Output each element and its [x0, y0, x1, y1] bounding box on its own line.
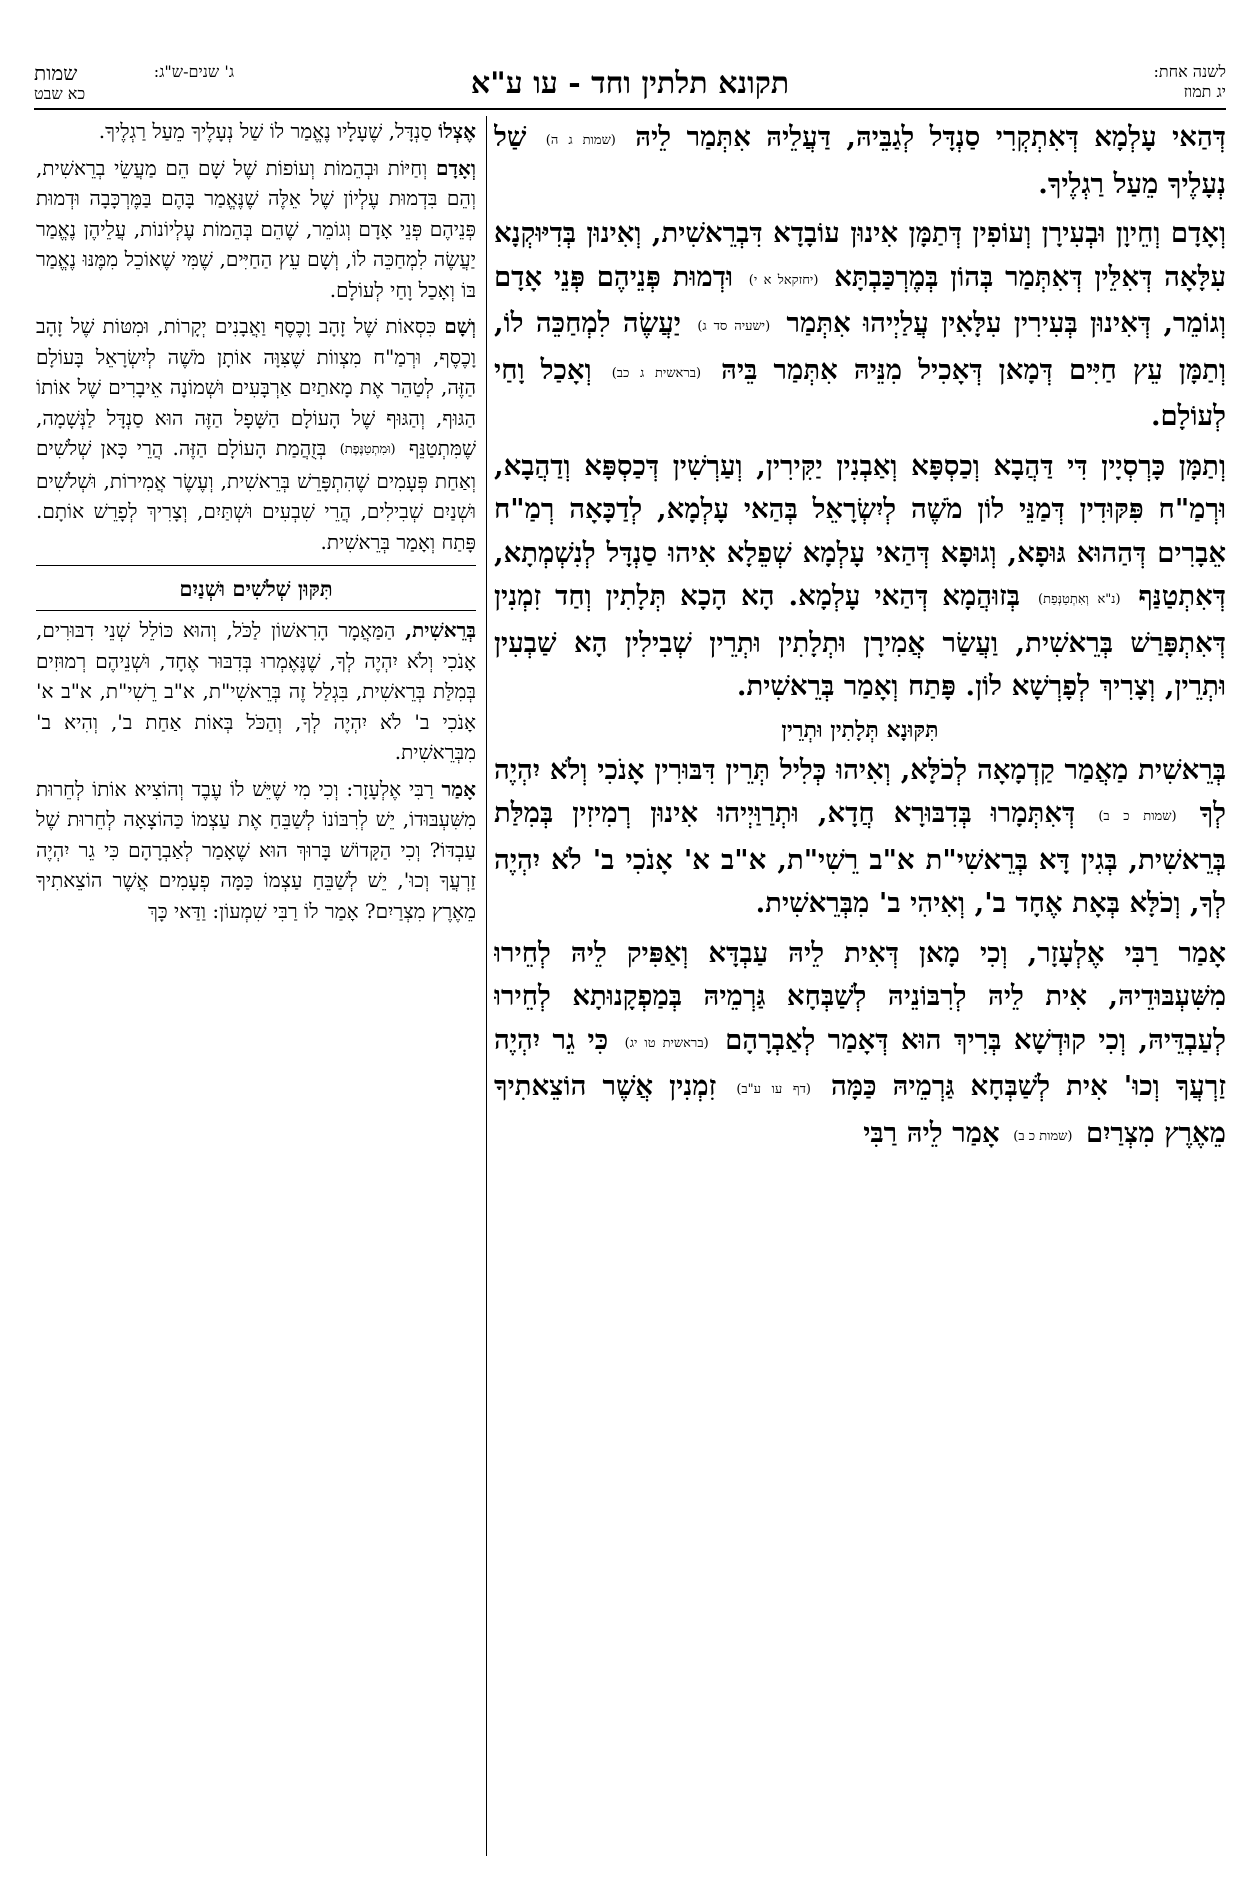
header-divider — [34, 108, 1226, 110]
side-paragraph — [36, 615, 476, 768]
side-text: הַמַּאֲמָר הָרִאשׁוֹן לַכֹּל, וְהוּא כּוֹלֵל שְׁנֵי דִבּוּרִים, אָנֹכִי וְלֹא יִהְיֶה לְךָ, שֶׁנֶּאֶמְרוּ בְּדִבּוּר אֶחָד, וּשְׁנֵיהֶם רְמוּזִים בְּמִלַּת בְּרֵאשִׁית, בִּגְלַל זֶה בְּרֵאשִׁי"ת, א"ב רֵשִׁי"ת, א"ב א' אָנֹכִי ב' לֹא יִהְיֶה לְךָ, וְהַכֹּל בְּאוֹת אַחַת ב', וְהִיא ב' מִבְּרֵאשִׁית. — [36, 618, 476, 764]
side-text: סַנְדָּל, שֶׁעָלָיו נֶאֱמַר לוֹ שַׁל נְעָלֶיךָ מֵעַל רַגְלֶיךָ. — [98, 119, 432, 143]
variant-note: (וּמִתְטַנֶּפֶת) — [339, 442, 396, 457]
verse-reference: (יחזקאל א י) — [748, 272, 819, 288]
column-divider — [486, 116, 487, 1856]
header-left — [34, 62, 234, 104]
main-text: וְתַמָּן כָּרְסְיָין דִּי דַּהֲבָא וְכַסְפָּא וְאַבְנִין יַקִּירִין, וְעַרְשִׁין דְּכַסְפָּא וְדַהֲבָא, וּרְמַ"ח פִּקּוּדִין דְּמַנֵּי לוֹן מֹשֶׁה לְיִשְׂרָאֵל בְּהַאי עָלְמָא, לְדַכָּאָה רְמַ"ח אֵבָרִים דְּהַהוּא גּוּפָא, וְגוּפָא דְּהַאי עָלְמָא שְׁפֵלָא אִיהוּ סַנְדָּל לְנִשְׁמְתָא, דְּאִתְטַנַּף — [494, 449, 1226, 612]
page-header — [34, 62, 1226, 108]
date-right: יג תמוז — [1183, 82, 1226, 101]
page-title: תקונא תלתין וחד - עו ע"א — [470, 66, 790, 101]
section-heading: תִּקּוּנָא תְּלָתִין וּתְרֵין — [781, 716, 939, 743]
side-paragraph — [36, 774, 476, 927]
side-text: כִּסְאוֹת שֶׁל זָהָב וָכֶסֶף וַאֲבָנִים יְקָרוֹת, וּמִטּוֹת שֶׁל זָהָב וָכֶסֶף, וּרְמַ"ח מִצְווֹת שֶׁצִּוָּה אוֹתָן מֹשֶׁה לְיִשְׂרָאֵל בָּעוֹלָם הַזֶּה, לְטַהֵר אֶת מָאתַיִם אַרְבָּעִים וּשְׁמוֹנָה אֵיבָרִים שֶׁל אוֹתוֹ הַגּוּף, וְהַגּוּף שֶׁל הָעוֹלָם הַשָּׁפָל הַזֶּה הוּא סַנְדָּל לַנְּשָׁמָה, שֶׁמִּתְטַנֵּף — [36, 314, 476, 460]
opening-word: אָמַר — [441, 776, 476, 801]
opening-word: בְּרֵאשִׁית, — [405, 618, 476, 642]
side-paragraph — [36, 311, 476, 557]
side-text: וְחַיּוֹת וּבְהֵמוֹת וְעוֹפוֹת שֶׁל שָׁם הֵם מַעֲשֵׂי בְרֵאשִׁית, וְהֵם בִּדְמוּת עֶלְיוֹן שֶׁל אֵלֶּה שֶׁנֶּאֱמַר בָּהֶם בַּמֶּרְכָּבָה וּדְמוּת פְּנֵיהֶם פְּנֵי אָדָם וְגוֹמֵר, שֶׁהֵם בְּהֵמוֹת עֶלְיוֹנוֹת, עֲלֵיהֶן נֶאֱמַר יַעֲשֶׂה לִמְחַכֵּה לוֹ, וְשָׁם עֵץ הַחַיִּים, שֶׁמִּי שֶׁאוֹכֵל מִמֶּנּוּ נֶאֱמַר בּוֹ וְאָכַל וָחַי לְעוֹלָם. — [36, 155, 476, 302]
main-text: יַעֲשֶׂה לִמְחַכֵּה לוֹ, וְתַמָּן עֵץ חַיִּים דְּמָאן דְּאָכִיל מִנֵּיהּ אִתְּמַר בֵּיהּ — [494, 307, 1226, 386]
main-text: דְּאִתְּמָרוּ בְּדִבּוּרָא חֲדָא, וּתְרַוַּיְיהוּ אִינוּן רְמִיזִין בְּמִלַּת בְּרֵאשִׁית, בְּגִין דָּא בְּרֵאשִׁי"ת א"ב רֵשִׁי"ת, א"ב א' אָנֹכִי ב' לֹא יִהְיֶה לְךָ, וְכֹלָּא בְּאָת אֶחָד ב', וְאִיהִי ב' מִבְּרֵאשִׁית. — [494, 797, 1226, 919]
main-text: דְּהַאי עָלְמָא דְּאִתְקְרִי סַנְדָּל לְגַבֵּיהּ, דַּעֲלֵיהּ אִתְּמַר לֵיהּ — [635, 121, 1226, 153]
year-label: לשנה אחת: — [1153, 62, 1226, 81]
page-reference: (דף עו ע"ב) — [736, 1082, 811, 1097]
side-paragraph — [36, 153, 476, 306]
main-paragraph — [494, 932, 1226, 1159]
heading-rule — [36, 565, 476, 566]
parasha-name: שמות — [34, 61, 78, 85]
main-text: אָמַר לֵיהּ רַבִּי — [863, 1116, 1000, 1149]
zohar-main-column — [494, 116, 1226, 1856]
opening-word: וְאָדָם — [435, 155, 476, 180]
verse-reference: (ישעיה סד ג) — [697, 319, 771, 334]
date-left: כא שבט — [34, 84, 86, 103]
main-text: זִמְנִין אֲשֶׁר הוֹצֵאתִיךָ מֵאֶרֶץ מִצְרַיִם — [494, 1070, 1226, 1149]
main-paragraph — [494, 445, 1226, 709]
opening-word: וְשָׁם — [444, 314, 476, 338]
verse-reference: (שמות כ ב) — [1098, 809, 1177, 824]
opening-word: אֶצְלוֹ — [438, 119, 476, 143]
verse-reference: (בראשית ג כב) — [611, 365, 702, 381]
main-text: וּדְמוּת פְּנֵיהֶם פְּנֵי אָדָם וְגוֹמֵר, דְּאִינוּן בְּעִירִין עִלָּאִין עֲלַיְיהוּ אִתְּמַר — [494, 260, 1226, 339]
main-paragraph — [494, 116, 1226, 206]
years-label: ג' שנים-ש"ג: — [153, 62, 234, 81]
variant-note: (נ"א וְאִתְטַנְּפַת) — [1038, 592, 1121, 607]
main-text: בְּזוּהֲמָא דְּהַאי עָלְמָא. הָא הָכָא תְּלָתִין וְחַד זִמְנִין דְּאִתְפָּרַשׁ בְּרֵאשִׁית, וַעֲשַׂר אֲמִירָן וּתְלָתִין וּתְרֵין שְׁבִילִין הָא שַׁבְעִין וּתְרֵין, וְצָרִיךְ לְפָרְשָׁא לוֹן. פָּתַח וְאָמַר בְּרֵאשִׁית. — [494, 580, 1226, 702]
main-paragraph — [494, 749, 1226, 926]
main-paragraph — [494, 212, 1226, 439]
main-text: וְאָכַל וָחַי לְעוֹלָם. — [494, 353, 1226, 432]
main-text: שַׁל נְעָלֶיךָ מֵעַל רַגְלֶיךָ. — [494, 121, 1226, 200]
heading-rule — [36, 610, 476, 611]
verse-reference: (שמות כ ב) — [1013, 1128, 1073, 1144]
translation-column — [36, 116, 476, 1856]
side-text: רַבִּי אֶלְעָזָר: וְכִי מִי שֶׁיֵּשׁ לוֹ עֶבֶד וְהוֹצִיא אוֹתוֹ לְחֵרוּת מִשִּׁעְבּוּדוֹ, יֵשׁ לְרִבּוֹנוֹ לְשַׁבֵּחַ אֶת עַצְמוֹ כַּהוֹצָאָה לְחֵרוּת שֶׁל עַבְדּוֹ? וְכִי הַקָּדוֹשׁ בָּרוּךְ הוּא שֶׁאָמַר לְאַבְרָהָם כִּי גֵר יִהְיֶה זַרְעֲךָ וְכוּ', יֵשׁ לְשַׁבֵּחַ עַצְמוֹ כַּמָּה פְעָמִים אֲשֶׁר הוֹצֵאתִיךָ מֵאֶרֶץ מִצְרַיִם? אָמַר לוֹ רַבִּי שִׁמְעוֹן: וַדַּאי כָּךְ — [36, 776, 476, 923]
side-text: בְּזֻהֲמַת הָעוֹלָם הַזֶּה. הֲרֵי כָּאן שְׁלֹשִׁים וְאַחַת פְּעָמִים שֶׁהִתְפָּרֵשׁ בְּרֵאשִׁית, וְעֶשֶׂר אֲמִירוֹת, וּשְׁלֹשִׁים וּשְׁנַיִם שְׁבִילִים, הֲרֵי שִׁבְעִים וּשְׁתַּיִם, וְצָרִיךְ לְפָרֵשׁ אוֹתָם. פָּתַח וְאָמַר בְּרֵאשִׁית. — [36, 436, 476, 554]
section-heading: תִּקּוּן שְׁלֹשִׁים וּשְׁנַיִם — [179, 576, 333, 601]
main-text: וְאָדָם וְחֵיוָן וּבְעִירָן וְעוֹפִין דְּתַמָּן אִינוּן עוֹבָדָא דִּבְרֵאשִׁית, וְאִינוּן בְּדִיּוּקְנָא עִלָּאָה דְּאִלֵּין דְּאִתְּמַר בְּהוֹן בְּמֶרְכַּבְתָּא — [494, 217, 1226, 293]
verse-reference: (בראשית טו יג) — [624, 1035, 709, 1051]
verse-reference: (שמות ג ה) — [545, 133, 616, 148]
main-text: בְּרֵאשִׁית מַאֲמַר קַדְמָאָה לְכֹלָּא, וְאִיהוּ כְּלִיל תְּרֵין דִּבּוּרִין אָנֹכִי וְלֹא יִהְיֶה לְךָ — [494, 753, 1226, 829]
main-text: אָמַר רַבִּי אֶלְעָזָר, וְכִי מָאן דְּאִית לֵיהּ עַבְדָּא וְאַפִּיק לֵיהּ לְחֵירוּ מִשִּׁעְבּוּדֵיהּ, אִית לֵיהּ לְרִבּוֹנֵיהּ לְשַׁבְּחָא גַּרְמֵיהּ בְּמַפְקָנוּתָא לְחֵירוּ לְעַבְדֵּיהּ, וְכִי קוּדְשָׁא בְּרִיךְ הוּא דְּאָמַר לְאַבְרָהָם — [494, 936, 1226, 1056]
main-text: כִּי גֵר יִהְיֶה זַרְעֲךָ וְכוּ' אִית לְשַׁבְּחָא גַּרְמֵיהּ כַּמָּה — [494, 1023, 1226, 1102]
side-paragraph — [36, 116, 476, 147]
